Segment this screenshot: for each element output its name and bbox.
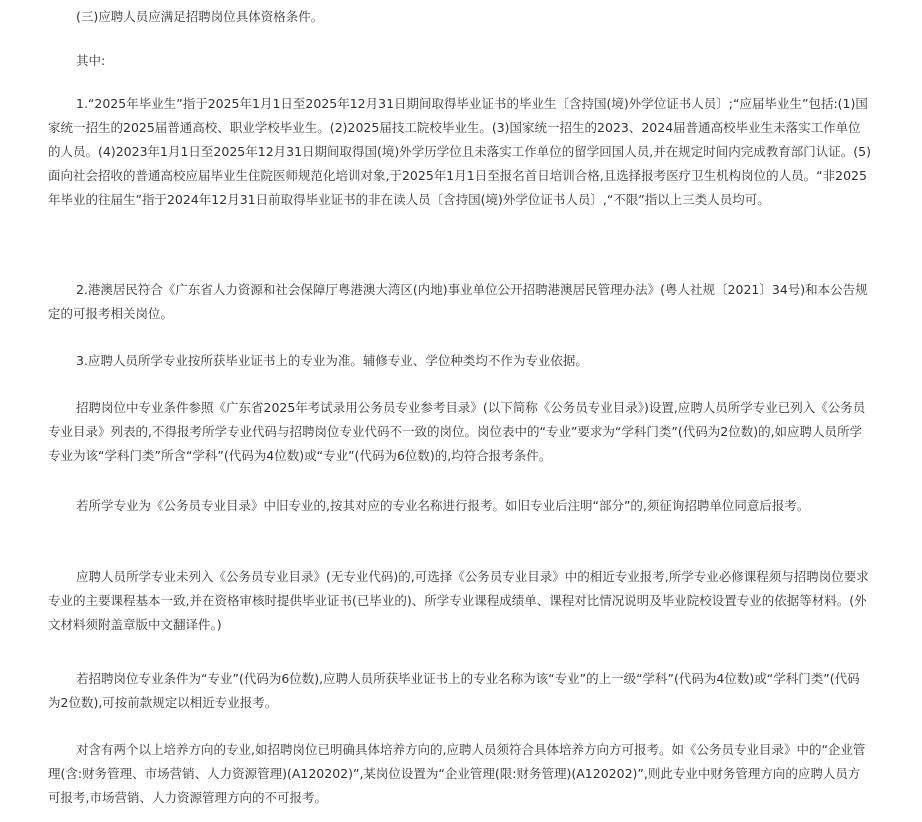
paragraph-hk-macao-residents: 2.港澳居民符合《广东省人力资源和社会保障厅粤港澳大湾区(内地)事业单位公开招聘港澳居民管理办法》(粤人社规〔2021〕34号)和本公告规定的可报考相关岗位。 [48, 282, 868, 321]
paragraph-unlisted-major: 应聘人员所学专业未列入《公务员专业目录》(无专业代码)的,可选择《公务员专业目录》中的相近专业报考,所学专业必修课程须与招聘岗位要求专业的主要课程基本一致,并在资格审核时提供毕业证书(已毕业的)、所学专业课程成绩单、课程对比情况说明及毕业院校设置专业的依据等材料。(外文材料须附盖章版中文翻译件。) [48, 569, 869, 632]
paragraph-training-direction: 对含有两个以上培养方向的专业,如招聘岗位已明确具体培养方向的,应聘人员须符合具体培养方向方可报考。如《公务员专业目录》中的“企业管理(含:财务管理、市场营销、人力资源管理)(A120202)”,某岗位设置为“企业管理(限:财务管理)(A120202)”,则此专业中财务管理方向的应聘人员方可报考,市场营销、人力资源管理方向的不可报考。 [48, 742, 866, 805]
paragraph-major-catalog: 招聘岗位中专业条件参照《广东省2025年考试录用公务员专业参考目录》(以下简称《公务员专业目录》)设置,应聘人员所学专业已列入《公务员专业目录》列表的,不得报考所学专业代码与招聘岗位专业代码不一致的岗位。岗位表中的“专业”要求为“学科门类”(代码为2位数)的,如应聘人员所学专业为该“学科门类”所含“学科”(代码为4位数)或“专业”(代码为6位数)的,均符合报考条件。 [48, 400, 866, 463]
paragraph-among: 其中: [76, 53, 106, 68]
paragraph-graduate-definition: 1.“2025年毕业生”指于2025年1月1日至2025年12月31日期间取得毕业证书的毕业生〔含持国(境)外学位证书人员〕;“应届毕业生”包括:(1)国家统一招生的2025届普通高校、职业学校毕业生。(2)2025届技工院校毕业生。(3)国家统一招生的2023、2024届普通高校毕业生未落实工作单位的人员。(4)2023年1月1日至2025年12月31日期间取得国(境)外学历学位且未落实工作单位的留学回国人员,并在规定时间内完成教育部门认证。(5)面向社会招收的普通高校应届毕业生住院医师规范化培训对象,于2025年1月1日至报名首日培训合格,且选择报考医疗卫生机构岗位的人员。“非2025年毕业的往届生”指于2024年12月31日前取得毕业证书的非在读人员〔含持国(境)外学位证书人员〕,“不限”指以上三类人员均可。 [48, 96, 871, 207]
paragraph-qualification-heading: (三)应聘人员应满足招聘岗位具体资格条件。 [76, 9, 324, 24]
paragraph-major-level: 若招聘岗位专业条件为“专业”(代码为6位数),应聘人员所获毕业证书上的专业名称为该“专业”的上一级“学科”(代码为4位数)或“学科门类”(代码为2位数),可按前款规定以相近专业报考。 [48, 671, 860, 710]
paragraph-major-basis: 3.应聘人员所学专业按所获毕业证书上的专业为准。辅修专业、学位种类均不作为专业依据。 [76, 353, 588, 368]
paragraph-old-major: 若所学专业为《公务员专业目录》中旧专业的,按其对应的专业名称进行报考。如旧专业后注明“部分”的,须征询招聘单位同意后报考。 [76, 498, 810, 513]
